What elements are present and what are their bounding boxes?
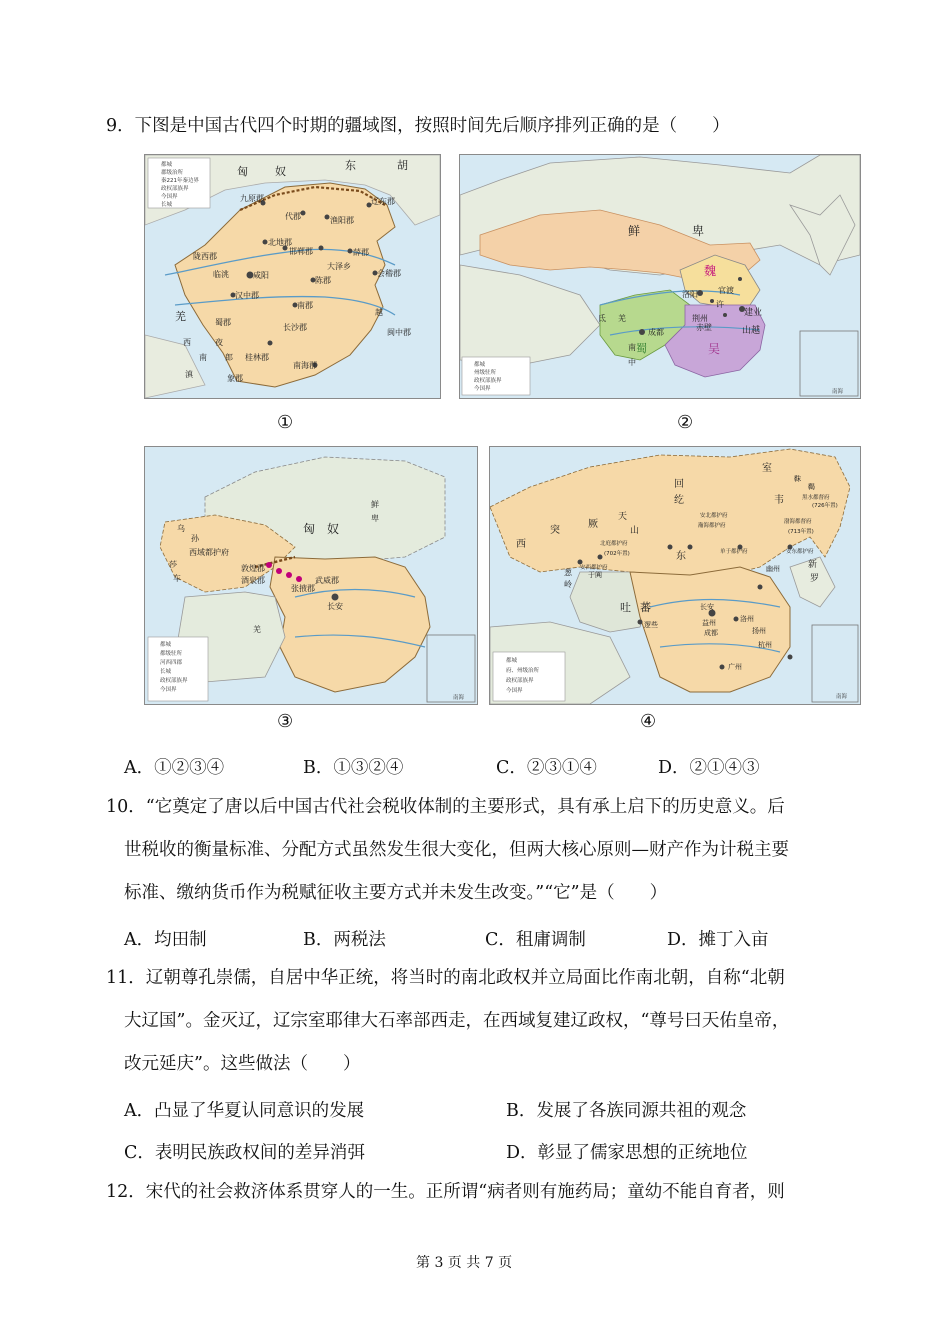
map-1-label: 陇西郡 [193, 252, 217, 261]
map-2-legend-item: 都城 [474, 362, 486, 368]
map-4-legend-item: 都城 [506, 658, 518, 664]
map-4-label: 逻些 [644, 621, 658, 629]
map-2-legend-item: 政权部族界 [474, 378, 502, 384]
map-1-legend-item: 政权部族界 [161, 186, 189, 192]
map-1-label: 长沙郡 [283, 323, 307, 332]
map-2-label: 许 [716, 300, 724, 309]
map-2-inset-label: 南海 [832, 389, 844, 395]
map-3-legend-item: 都城 [160, 642, 172, 648]
map-3-label: 莎 [169, 560, 177, 569]
map-4-label: 渤海都督府 [784, 519, 812, 525]
map-3-label: 张掖郡 [291, 584, 315, 593]
map-4-label: 鞨 [808, 483, 815, 491]
map-4-tang [489, 446, 861, 705]
map-3-label: 孙 [191, 534, 199, 543]
map-2-three-kingdoms [459, 154, 861, 399]
map-3-han [144, 446, 478, 705]
map-4-label: 瀚海都护府 [698, 523, 726, 529]
map-1-label: 会稽郡 [377, 269, 401, 278]
map-2-label: 洛阳 [682, 290, 698, 299]
map-4-legend-item: 府、州级治所 [506, 668, 540, 674]
map-4-legend-item: 今国界 [506, 688, 523, 694]
q9-option-a[interactable]: A．①②③④ [124, 758, 225, 778]
q10-line: 世税收的衡量标准、分配方式虽然发生很大变化，但两大核心原则—财产作为计税主要 [124, 840, 789, 860]
map-2-label: 氐 [598, 314, 606, 323]
map-1-label: 胡 [397, 159, 408, 172]
map-1-legend-item: 都城 [161, 162, 173, 168]
map-1-label: 咸阳 [253, 271, 269, 280]
map-2-inset [800, 331, 858, 396]
map-3-svg [145, 447, 477, 704]
map-1-legend-item: 长城 [161, 202, 173, 208]
map-2-label: 官渡 [718, 286, 734, 295]
map-2-label: 鲜 [628, 224, 641, 238]
map-2-svg [460, 155, 860, 398]
map-3-label: 武威郡 [315, 576, 339, 585]
map-2-label: 南 [628, 343, 636, 352]
q11-option-d[interactable]: D．彰显了儒家思想的正统地位 [506, 1143, 748, 1163]
map-1-label: 南 [199, 353, 207, 362]
map-1-qin [144, 154, 441, 399]
map-3-inset [427, 635, 475, 702]
q9-option-d[interactable]: D．②①④③ [658, 758, 760, 778]
q10-option-b[interactable]: B．两税法 [303, 930, 386, 950]
map-1-label: 蜀郡 [215, 318, 231, 327]
map-1-label: 临洮 [213, 270, 229, 279]
map-3-label: 敦煌郡 [241, 564, 265, 573]
q10-line: 标准、缴纳货币作为税赋征收主要方式并未发生改变。”“它”是（ ） [124, 883, 668, 903]
map-1-label: 夜 [215, 338, 223, 347]
map-3-inset-label: 南海 [453, 695, 465, 701]
map-4-inset [812, 625, 858, 702]
map-3-label: 酒泉郡 [241, 576, 265, 585]
map-1-legend-item: 秦221年秦边界 [161, 178, 199, 184]
map-1-label: 闽中郡 [387, 328, 411, 337]
map-3-legend-item: 今国界 [160, 687, 177, 693]
map-4-label: (713年置) [788, 529, 814, 535]
q11-option-a[interactable]: A．凸显了华夏认同意识的发展 [124, 1101, 365, 1121]
map-3-label: 羌 [253, 625, 261, 634]
map-4-label: 山 [630, 526, 640, 536]
map-1-label: 代郡 [285, 212, 301, 221]
map-4-label: 洛州 [740, 615, 754, 623]
map-4-label: (726年置) [812, 503, 838, 509]
map-4-label: 安西都护府 [580, 565, 608, 571]
map-1-label: 桂林郡 [245, 353, 269, 362]
map-3-label: 奴 [327, 522, 340, 536]
map-2-label: 羌 [618, 314, 626, 323]
map-2-label: 建业 [744, 308, 763, 318]
map-3-label: 西域都护府 [189, 548, 229, 557]
map-1-label: 郎 [225, 353, 233, 362]
page-footer: 第 3 页 共 7 页 [416, 1255, 513, 1271]
q10-line: 10．“它奠定了唐以后中国古代社会税收体制的主要形式，具有承上启下的历史意义。后 [106, 797, 785, 817]
map-4-label: 突 [550, 525, 560, 536]
map-2-label: 成都 [648, 328, 664, 337]
map-4-label: 室 [762, 463, 772, 474]
map-4-label: 岭 [564, 580, 572, 589]
map-1-label: 奴 [275, 165, 286, 178]
map-3-label: 鲜 [371, 500, 379, 509]
map-2-caption: ② [677, 412, 694, 433]
q10-option-c[interactable]: C．租庸调制 [485, 930, 586, 950]
map-4-label: 黑水都督府 [802, 495, 830, 501]
map-3-legend [148, 637, 208, 701]
map-3-caption: ③ [277, 711, 294, 732]
map-1-label: 越 [375, 308, 383, 317]
q10-option-a[interactable]: A．均田制 [124, 930, 207, 950]
map-2-label: 魏 [704, 264, 717, 278]
q11-line: 11．辽朝尊孔崇儒，自居中华正统，将当时的南北政权并立局面比作南北朝，自称“北朝 [106, 968, 785, 988]
map-2-label: 蜀 [636, 342, 647, 355]
map-1-label: 羌 [175, 310, 186, 323]
map-1-label: 滇 [185, 370, 193, 379]
map-2-label: 荆州 [692, 314, 708, 323]
map-4-label: 长安 [700, 603, 714, 611]
map-4-label: 安东都护府 [786, 549, 814, 555]
map-1-legend-item: 郡级治所 [161, 170, 184, 176]
map-3-legend-item: 都级驻所 [160, 651, 183, 657]
map-1-label: 南郡 [297, 301, 313, 310]
map-4-label: 蕃 [640, 601, 651, 614]
map-1-label: 西 [183, 338, 191, 347]
map-4-label: 北庭都护府 [600, 541, 628, 547]
map-2-label: 赤壁 [696, 323, 712, 332]
map-4-caption: ④ [640, 711, 657, 732]
map-1-label: 南海郡 [293, 361, 317, 370]
map-4-label: 安北都护府 [700, 513, 728, 519]
map-4-inset-label: 南海 [836, 694, 848, 700]
q9-option-c[interactable]: C．②③①④ [496, 758, 597, 778]
map-4-label: 厥 [588, 519, 598, 530]
map-4-label: 葱 [564, 568, 572, 577]
map-2-label: 卑 [692, 224, 705, 238]
map-4-label: 扬州 [752, 627, 766, 635]
q11-line: 大辽国”。金灭辽，辽宗室耶律大石率部西走，在西域复建辽政权，“尊号曰天佑皇帝， [124, 1011, 790, 1031]
map-2-label: 吴 [708, 342, 721, 356]
map-1-label: 薛郡 [353, 248, 369, 257]
map-3-legend-item: 长城 [160, 669, 172, 675]
map-4-label: 东 [676, 551, 686, 562]
q11-option-b[interactable]: B．发展了各族同源共祖的观念 [506, 1101, 747, 1121]
q9-option-b[interactable]: B．①③②④ [303, 758, 404, 778]
map-4-label: 罗 [810, 574, 820, 584]
map-1-label: 汉中郡 [235, 291, 259, 300]
map-4-label: 天 [618, 512, 628, 522]
map-4-label: 吐 [620, 601, 631, 614]
map-4-label: 于阗 [588, 571, 602, 579]
map-4-label: 西 [516, 539, 526, 550]
map-3-label: 车 [173, 574, 181, 583]
map-1-label: 九原郡 [240, 194, 264, 203]
map-2-legend [462, 357, 530, 395]
map-3-label: 匈 [303, 522, 316, 536]
q11-option-c[interactable]: C．表明民族政权间的差异消弭 [124, 1143, 365, 1163]
map-1-svg [145, 155, 440, 398]
map-3-legend-item: 河西四郡 [160, 660, 183, 666]
map-4-label: (702年置) [604, 551, 630, 557]
map-2-legend-item: 今国界 [474, 386, 491, 392]
map-2-label: 中 [628, 358, 636, 367]
map-1-label: 辽东郡 [371, 197, 395, 206]
map-3-label: 卑 [371, 514, 379, 523]
q10-option-d[interactable]: D．摊丁入亩 [667, 930, 769, 950]
map-4-label: 纥 [674, 495, 684, 506]
map-1-label: 东 [345, 159, 356, 172]
map-3-label: 乌 [177, 524, 185, 533]
map-1-label: 匈 [237, 165, 248, 178]
map-3-capital-dot [332, 594, 339, 601]
map-4-legend [493, 652, 565, 701]
map-3-label: 长安 [327, 602, 343, 611]
map-1-label: 渔阳郡 [330, 216, 354, 225]
map-3-legend-item: 政权部族界 [160, 678, 188, 684]
q9-stem: 9．下图是中国古代四个时期的疆域图，按照时间先后顺序排列正确的是（ ） [106, 116, 730, 136]
map-1-label: 象郡 [227, 374, 243, 383]
map-2-label: 山越 [742, 326, 761, 336]
map-1-label: 邯郸郡 [289, 247, 313, 256]
map-4-label: 广州 [728, 663, 742, 671]
map-4-label: 靺 [794, 475, 801, 483]
map-4-svg [490, 447, 860, 704]
map-1-caption: ① [277, 412, 294, 433]
map-4-legend-item: 政权部族界 [506, 678, 534, 684]
map-1-label: 北地郡 [268, 238, 292, 247]
q12-line: 12．宋代的社会救济体系贯穿人的一生。正所谓“病者则有施药局；童幼不能自育者，则 [106, 1182, 785, 1202]
map-4-label: 益州 [702, 619, 716, 627]
map-1-label: 陈郡 [315, 276, 331, 285]
map-4-label: 韦 [774, 495, 784, 506]
map-4-label: 杭州 [758, 641, 772, 649]
map-1-label: 大泽乡 [327, 262, 351, 271]
map-2-legend-item: 州级驻所 [474, 370, 497, 376]
map-4-label: 单于都护府 [720, 549, 748, 555]
map-4-label: 回 [674, 479, 684, 490]
map-1-legend-item: 今国界 [161, 194, 178, 200]
map-4-label: 成都 [704, 629, 718, 637]
map-4-label: 新 [808, 560, 818, 570]
q11-line: 改元延庆”。这些做法（ ） [124, 1054, 361, 1074]
map-4-label: 幽州 [766, 565, 780, 573]
